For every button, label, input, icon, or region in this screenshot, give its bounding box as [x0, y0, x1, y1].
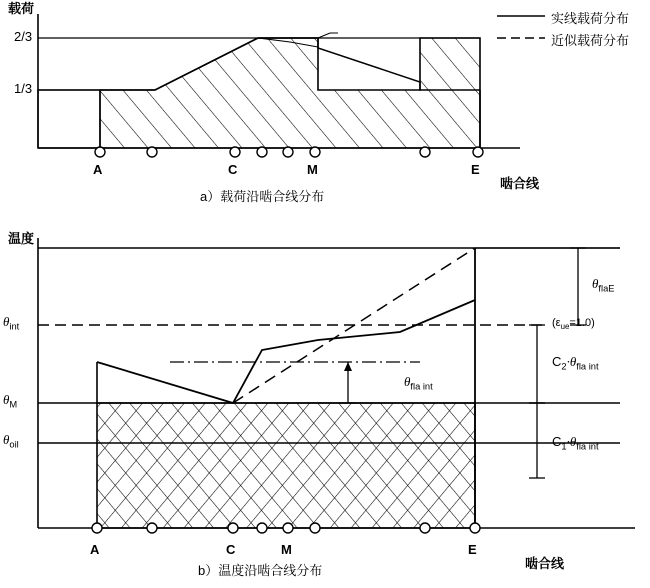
annotation-theta-fla-e: $\theta_{flaE}$: [592, 276, 615, 294]
annotation-c2-theta-fla-int: $C_2\cdot\theta_{fla int}$: [552, 354, 599, 372]
panel-a-y-axis-label: 载荷: [8, 1, 35, 16]
panel-a-node-markers: [95, 147, 483, 157]
theta-oil-subscript: oil: [9, 439, 19, 450]
panel-b-x-axis-label: 啮合线: [525, 556, 565, 571]
theta-symbol: θ: [3, 392, 10, 407]
panel-a-caption: a）载荷沿啮合线分布: [200, 189, 325, 204]
legend-item-dashed-label: 近似载荷分布: [551, 33, 630, 48]
theta-symbol: θ: [3, 314, 10, 329]
panel-b-xtick-a: A: [90, 542, 100, 557]
panel-a-legend-marks: [497, 16, 545, 38]
panel-a-x-axis-label: 啮合线: [500, 176, 540, 191]
annotation-c1-theta-fla-int: $C_1\cdot\theta_{fla int}$: [552, 434, 599, 452]
panel-b-ytick-m: [3, 393, 17, 410]
panel-a-load-area: [38, 38, 480, 148]
annotation-epsilon-ue: $(\varepsilon_{ue}=1.0)$: [552, 317, 595, 332]
panel-a-xtick-m: M: [307, 162, 318, 177]
panel-a-xtick-e: E: [471, 162, 480, 177]
panel-a-xtick-a: A: [93, 162, 103, 177]
panel-a-xtick-c: C: [228, 162, 238, 177]
theta-m-subscript: M: [9, 399, 18, 410]
panel-b-bulk-region: [97, 403, 475, 528]
panel-b-ytick-int: [3, 315, 19, 332]
theta-symbol: θ: [3, 432, 10, 447]
panel-b-xtick-e: E: [468, 542, 477, 557]
panel-b-y-axis-label: 温度: [8, 231, 35, 246]
legend-item-solid-label: 实线载荷分布: [551, 11, 630, 26]
panel-b-node-markers: [92, 523, 480, 533]
panel-b-xtick-c: C: [226, 542, 236, 557]
panel-b-ytick-oil: [3, 433, 19, 450]
panel-b-caption: b）温度沿啮合线分布: [198, 563, 323, 578]
theta-int-subscript: int: [9, 321, 20, 332]
panel-b-xtick-m: M: [281, 542, 292, 557]
annotation-theta-fla-int: $\theta_{fla int}$: [404, 374, 433, 392]
panel-a-ytick-1: 1/3: [14, 81, 33, 96]
panel-a-ytick-0: 2/3: [14, 29, 33, 44]
